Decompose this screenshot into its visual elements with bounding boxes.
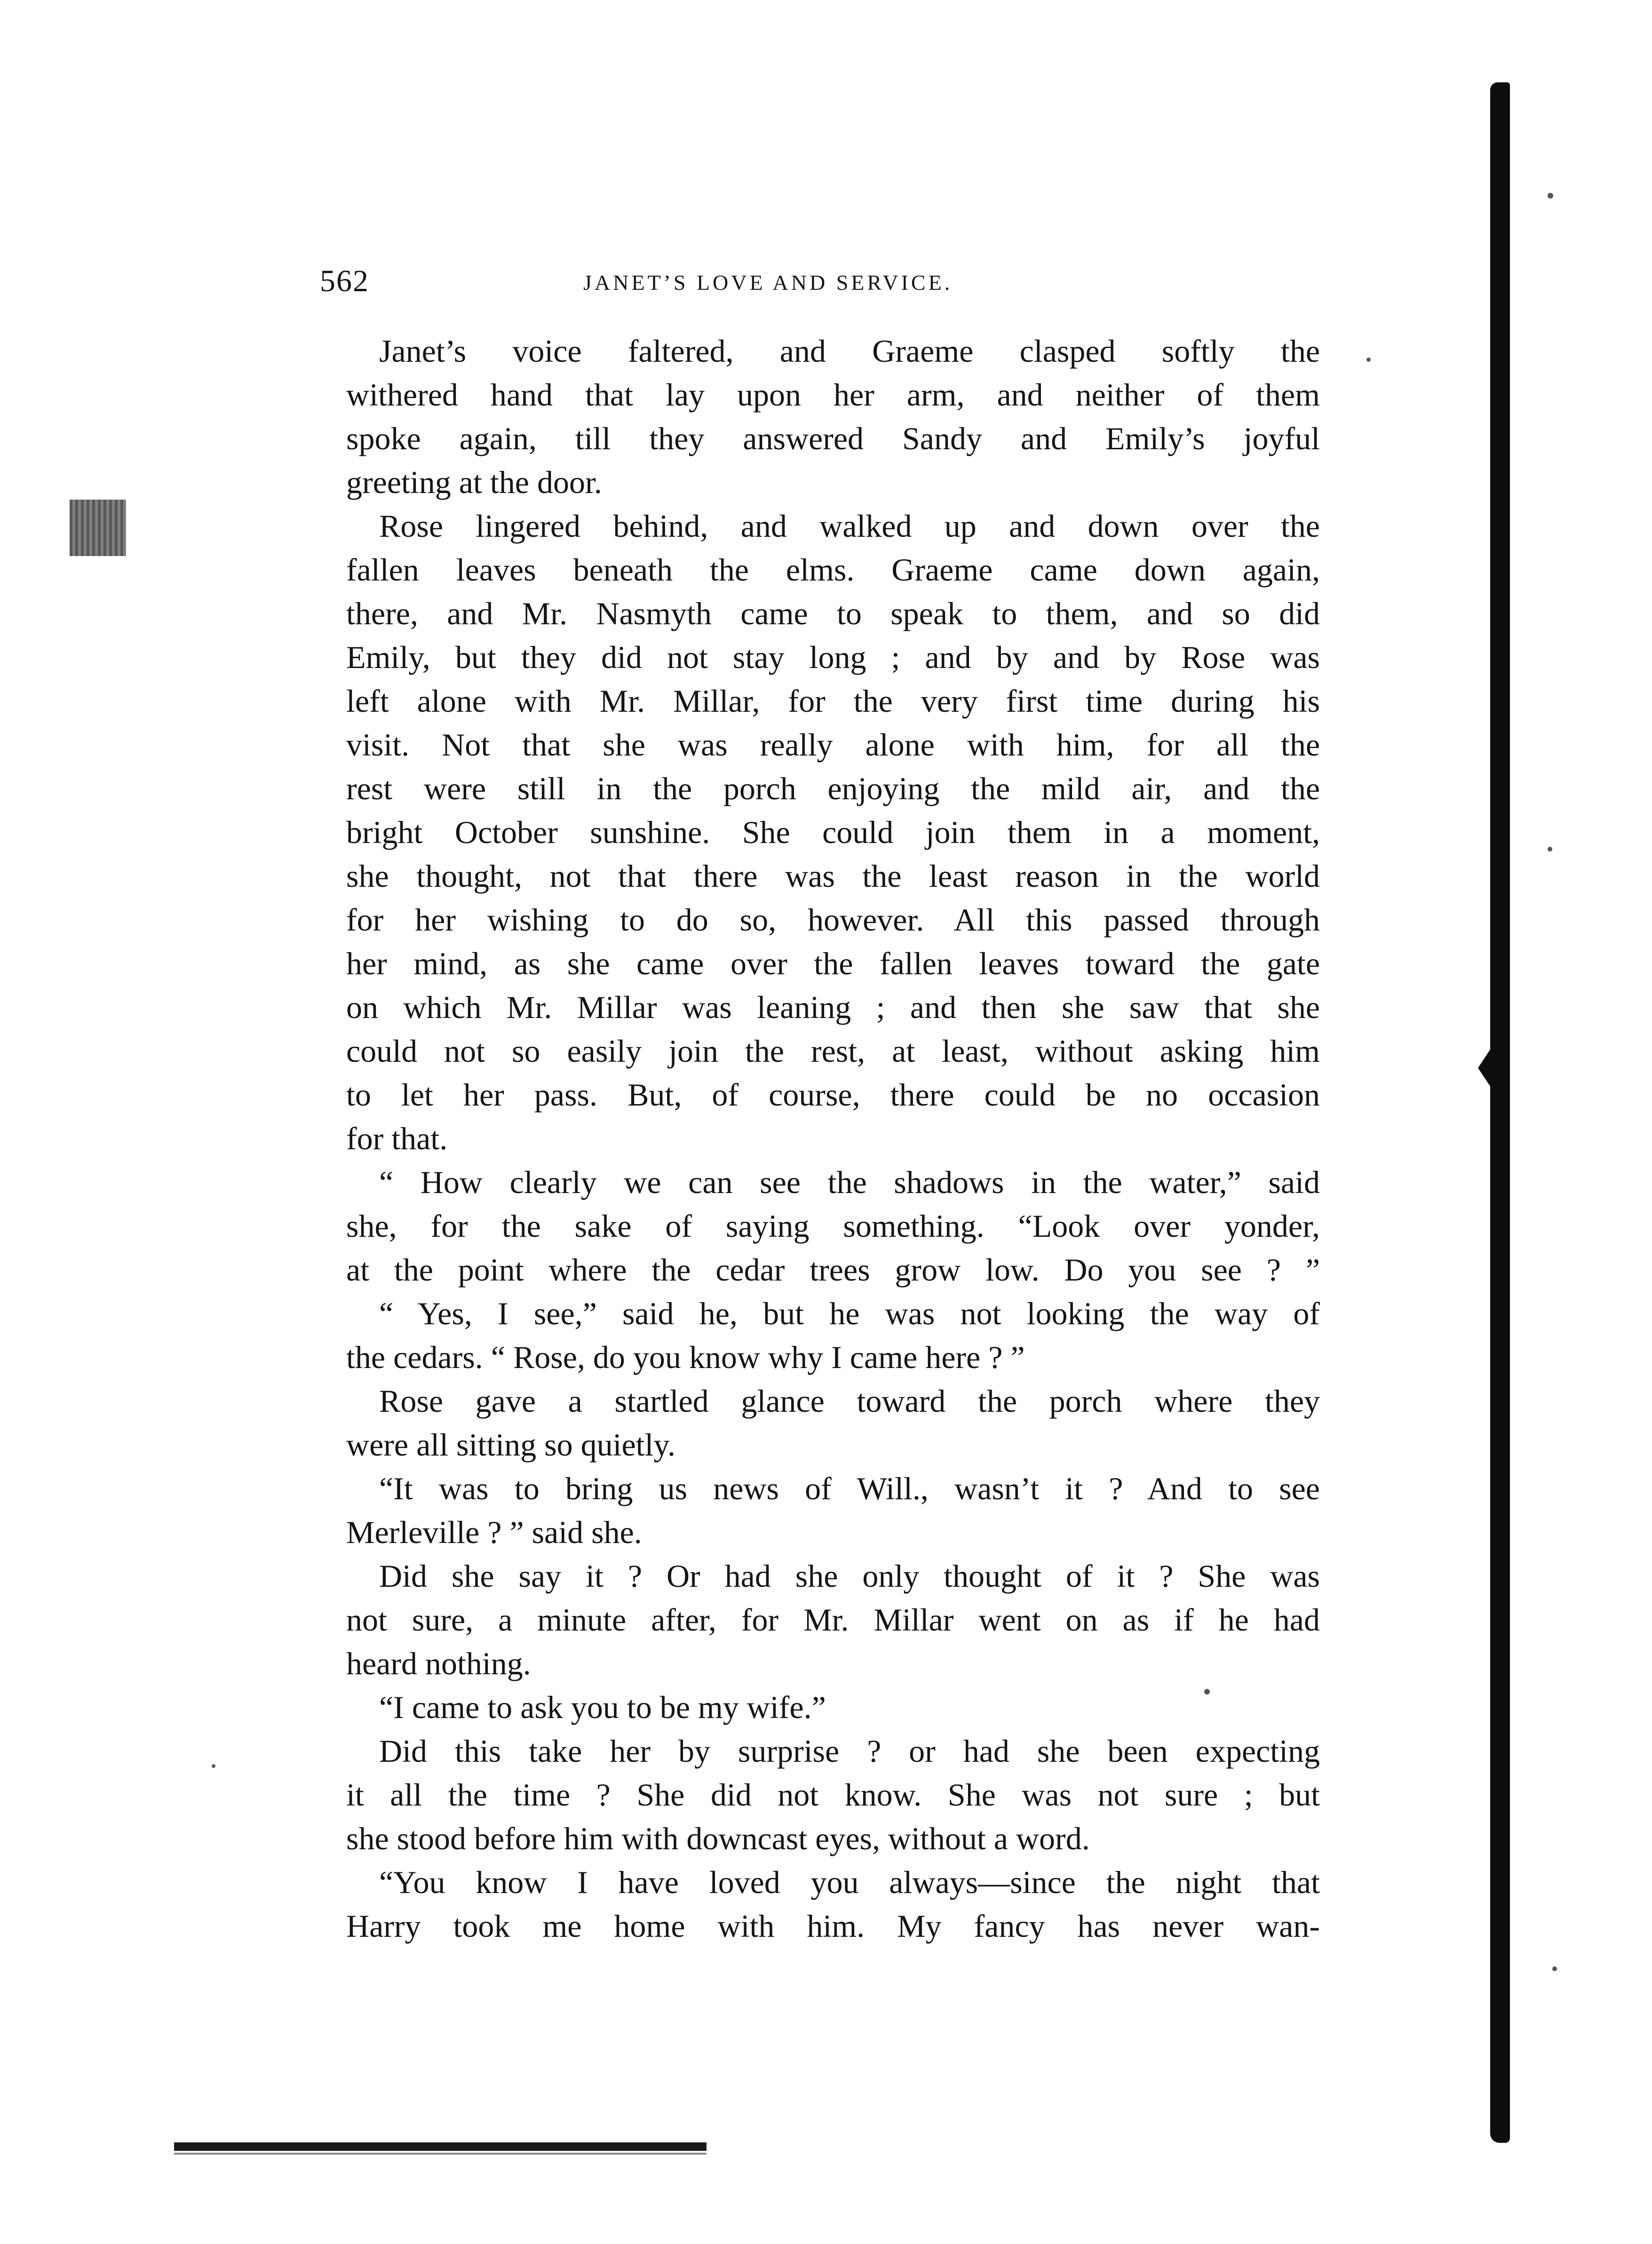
text-line: Rose lingered behind, and walked up and down over the [379, 508, 1320, 544]
text-line: she, for the sake of saying something. “Look over yonder, [346, 1208, 1320, 1244]
text-line: at the point where the cedar trees grow low. Do you see ? ” [346, 1252, 1320, 1288]
text-line: “ How clearly we can see the shadows in the water,” said [379, 1164, 1320, 1200]
text-line: she thought, not that there was the least reason in the world [346, 858, 1320, 894]
text-line: for her wishing to do so, however. All this passed through [346, 902, 1320, 938]
text-line: her mind, as she came over the fallen leaves toward the gate [346, 946, 1320, 981]
text-line: on which Mr. Millar was leaning ; and then she saw that she [346, 989, 1320, 1025]
body-text [346, 329, 1320, 1948]
text-line: to let her pass. But, of course, there could be no occasion [346, 1077, 1320, 1113]
text-line: left alone with Mr. Millar, for the very first time during his [346, 683, 1320, 719]
text-line: Janet’s voice faltered, and Graeme clasped softly the [379, 333, 1320, 369]
text-line: the cedars. “ Rose, do you know why I came here ? ” [346, 1339, 1025, 1375]
binding-edge [1490, 82, 1510, 2143]
text-line: “You know I have loved you always—since the night that [379, 1864, 1320, 1900]
text-line: could not so easily join the rest, at least, without asking him [346, 1033, 1320, 1069]
text-line: Did she say it ? Or had she only thought of it ? She was [379, 1558, 1320, 1594]
running-title: JANET’S LOVE AND SERVICE. [583, 271, 953, 294]
text-line: rest were still in the porch enjoying the mild air, and the [346, 771, 1320, 806]
scan-artifact [70, 500, 126, 556]
text-line: not sure, a minute after, for Mr. Millar went on as if he had [346, 1602, 1320, 1638]
page-number: 562 [320, 264, 369, 298]
text-line: Did this take her by surprise ? or had she been expecting [379, 1733, 1320, 1769]
text-line: heard nothing. [346, 1646, 531, 1681]
text-line: “ Yes, I see,” said he, but he was not looking the way of [379, 1296, 1320, 1331]
text-line: Rose gave a startled glance toward the porch where they [379, 1383, 1320, 1419]
scan-speck [1548, 193, 1553, 199]
text-line: it all the time ? She did not know. She was not sure ; but [346, 1777, 1320, 1813]
footer-rule-shadow [174, 2153, 707, 2155]
text-line: withered hand that lay upon her arm, and neither of them [346, 377, 1320, 413]
text-line: spoke again, till they answered Sandy and Emily’s joyful [346, 421, 1320, 456]
text-line: visit. Not that she was really alone with him, for all the [346, 727, 1320, 763]
text-line: she stood before him with downcast eyes, without a word. [346, 1821, 1090, 1856]
scan-speck [1552, 1966, 1557, 1971]
text-line: Merleville ? ” said she. [346, 1514, 642, 1550]
text-line: greeting at the door. [346, 464, 602, 500]
scan-speck [1366, 358, 1371, 362]
text-line: were all sitting so quietly. [346, 1427, 676, 1463]
footer-rule [174, 2142, 707, 2151]
text-line: there, and Mr. Nasmyth came to speak to them, and so did [346, 596, 1320, 631]
scan-speck [1548, 847, 1552, 851]
text-line: “I came to ask you to be my wife.” [379, 1689, 826, 1725]
text-line: Harry took me home with him. My fancy has never wan- [346, 1908, 1320, 1944]
text-line: for that. [346, 1121, 448, 1156]
text-line: fallen leaves beneath the elms. Graeme came down again, [346, 552, 1320, 588]
text-line: Emily, but they did not stay long ; and by and by Rose was [346, 639, 1320, 675]
text-line: bright October sunshine. She could join them in a moment, [346, 814, 1320, 850]
scan-speck [212, 1764, 215, 1768]
text-line: “It was to bring us news of Will., wasn’t it ? And to see [379, 1471, 1320, 1506]
running-header [320, 263, 1533, 310]
